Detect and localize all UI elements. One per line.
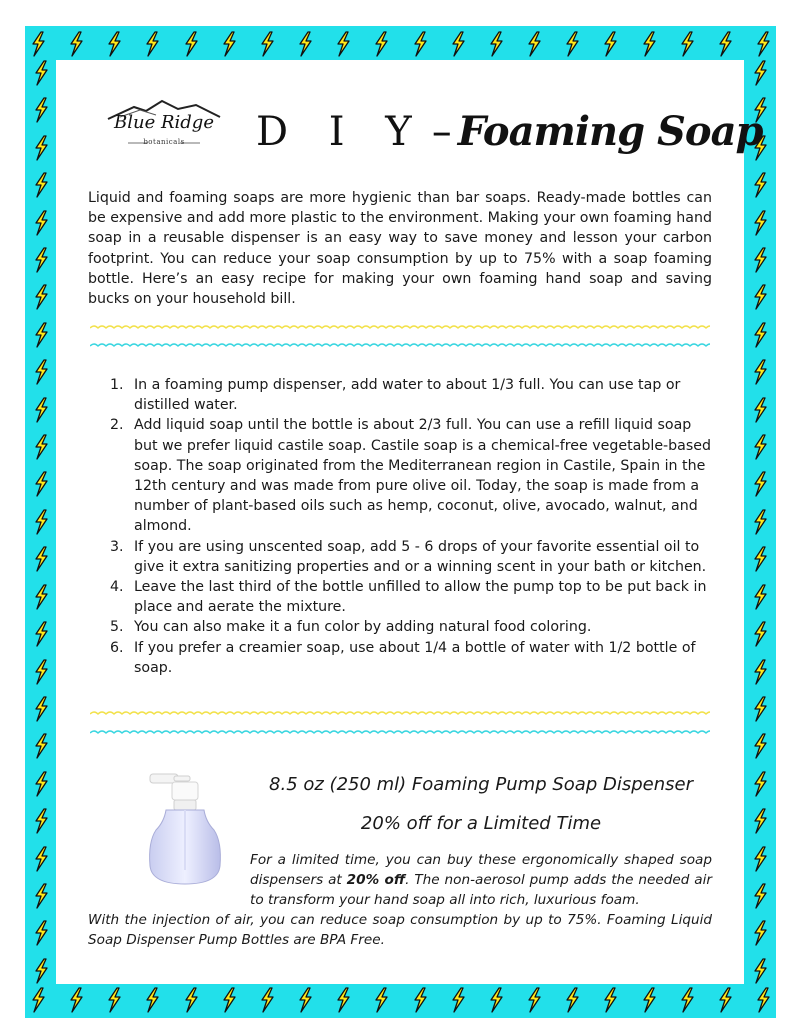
lightning-bolt-icon bbox=[752, 920, 768, 946]
lightning-bolt-icon bbox=[335, 987, 351, 1013]
lightning-bolt-icon bbox=[717, 31, 733, 57]
lightning-bolt-icon bbox=[33, 434, 49, 460]
lightning-bolt-icon bbox=[752, 808, 768, 834]
lightning-bolt-icon bbox=[752, 846, 768, 872]
lightning-bolt-icon bbox=[752, 471, 768, 497]
lightning-bolt-icon bbox=[564, 31, 580, 57]
list-item: 1. In a foaming pump dispenser, add water to about 1/3 full. You can use tap or distilled water. bbox=[110, 377, 681, 414]
lightning-bolt-icon bbox=[412, 987, 428, 1013]
lightning-bolt-icon bbox=[33, 958, 49, 984]
lightning-bolt-icon bbox=[752, 397, 768, 423]
lightning-bolt-icon bbox=[33, 97, 49, 123]
lightning-bolt-icon bbox=[335, 31, 351, 57]
lightning-bolt-icon bbox=[183, 31, 199, 57]
list-item: 3. If you are using unscented soap, add 5 - 6 drops of your favorite essential oil to give it extra sanitizing properties and or a winning scent in your bath or kitchen. bbox=[110, 538, 707, 575]
lightning-bolt-icon bbox=[221, 31, 237, 57]
lightning-bolt-icon bbox=[717, 987, 733, 1013]
lightning-bolt-icon bbox=[752, 771, 768, 797]
lightning-bolt-icon bbox=[68, 31, 84, 57]
lightning-bolt-icon bbox=[373, 31, 389, 57]
lightning-bolt-icon bbox=[33, 808, 49, 834]
lightning-bolt-icon bbox=[33, 546, 49, 572]
lightning-bolt-icon bbox=[752, 696, 768, 722]
lightning-bolt-icon bbox=[488, 31, 504, 57]
lightning-bolt-icon bbox=[144, 987, 160, 1013]
lightning-bolt-icon bbox=[221, 987, 237, 1013]
lightning-bolt-icon bbox=[106, 987, 122, 1013]
lightning-bolt-icon bbox=[450, 987, 466, 1013]
divider-wave-yellow bbox=[90, 324, 710, 332]
border-bottom bbox=[30, 984, 771, 1016]
lightning-bolt-icon bbox=[641, 987, 657, 1013]
lightning-bolt-icon bbox=[33, 359, 49, 385]
page-title bbox=[256, 108, 763, 168]
lightning-bolt-icon bbox=[752, 584, 768, 610]
steps-list bbox=[88, 375, 712, 678]
lightning-bolt-icon bbox=[450, 31, 466, 57]
lightning-bolt-icon bbox=[33, 135, 49, 161]
lightning-bolt-icon bbox=[33, 696, 49, 722]
lightning-bolt-icon bbox=[752, 509, 768, 535]
lightning-bolt-icon bbox=[641, 31, 657, 57]
lightning-bolt-icon bbox=[68, 987, 84, 1013]
lightning-bolt-icon bbox=[33, 846, 49, 872]
lightning-bolt-icon bbox=[33, 284, 49, 310]
lightning-bolt-icon bbox=[33, 60, 49, 86]
list-item: 5. You can also make it a fun color by adding natural food coloring. bbox=[110, 619, 592, 636]
lightning-bolt-icon bbox=[755, 987, 771, 1013]
lightning-bolt-icon bbox=[752, 883, 768, 909]
lightning-bolt-icon bbox=[33, 771, 49, 797]
lightning-bolt-icon bbox=[106, 31, 122, 57]
lightning-bolt-icon bbox=[755, 31, 771, 57]
lightning-bolt-icon bbox=[752, 322, 768, 348]
lightning-bolt-icon bbox=[752, 434, 768, 460]
lightning-bolt-icon bbox=[373, 987, 389, 1013]
foaming-pump-bottle-icon bbox=[134, 770, 238, 888]
lightning-bolt-icon bbox=[33, 733, 49, 759]
border-right bbox=[746, 60, 774, 984]
lightning-bolt-icon bbox=[679, 987, 695, 1013]
lightning-bolt-icon bbox=[30, 31, 46, 57]
lightning-bolt-icon bbox=[526, 31, 542, 57]
lightning-bolt-icon bbox=[752, 659, 768, 685]
product-description: For a limited time, you can buy these ergonomically shaped soap dispensers at 20% off. The non-aerosol pump adds the needed air to transform your hand soap all into rich, luxurious foam. bbox=[250, 852, 712, 908]
lightning-bolt-icon bbox=[526, 987, 542, 1013]
divider-wave-cyan bbox=[90, 729, 710, 737]
lightning-bolt-icon bbox=[752, 247, 768, 273]
lightning-bolt-icon bbox=[752, 546, 768, 572]
lightning-bolt-icon bbox=[602, 31, 618, 57]
lightning-bolt-icon bbox=[752, 284, 768, 310]
lightning-bolt-icon bbox=[33, 172, 49, 198]
lightning-bolt-icon bbox=[752, 359, 768, 385]
lightning-bolt-icon bbox=[33, 920, 49, 946]
lightning-bolt-icon bbox=[33, 397, 49, 423]
lightning-bolt-icon bbox=[297, 31, 313, 57]
lightning-bolt-icon bbox=[33, 883, 49, 909]
logo-name: Blue Ridge bbox=[114, 112, 214, 133]
lightning-bolt-icon bbox=[33, 509, 49, 535]
lightning-bolt-icon bbox=[752, 958, 768, 984]
lightning-bolt-icon bbox=[259, 31, 275, 57]
lightning-bolt-icon bbox=[412, 31, 428, 57]
border-left bbox=[27, 60, 55, 984]
product-description-continued: With the injection of air, you can reduce soap consumption by up to 75%. Foaming Liquid Soap Dispenser Pump Bottles are BPA Free. bbox=[88, 912, 712, 948]
lightning-bolt-icon bbox=[33, 210, 49, 236]
lightning-bolt-icon bbox=[144, 31, 160, 57]
lightning-bolt-icon bbox=[33, 471, 49, 497]
lightning-bolt-icon bbox=[33, 322, 49, 348]
lightning-bolt-icon bbox=[33, 621, 49, 647]
lightning-bolt-icon bbox=[33, 247, 49, 273]
border-top bbox=[30, 28, 771, 60]
product-title: 8.5 oz (250 ml) Foaming Pump Soap Dispenser bbox=[269, 774, 693, 795]
title-foaming-soap: Foaming Soap bbox=[457, 108, 763, 155]
lightning-bolt-icon bbox=[259, 987, 275, 1013]
intro-paragraph: Liquid and foaming soaps are more hygienic than bar soaps. Ready-made bottles can be expensive and add more plastic to the environment. Making your own foaming hand soap in a reusable dispenser is an easy way to save money and lesson your carbon footprint. You can reduce your soap consumption by up to 75% with a soap foaming bottle. Here’s an easy recipe for making your own foaming hand soap and saving bucks on your household bill. bbox=[88, 190, 712, 308]
logo-tagline: botanicals bbox=[143, 138, 185, 146]
divider-wave-yellow bbox=[90, 710, 710, 718]
lightning-bolt-icon bbox=[33, 659, 49, 685]
divider-wave-cyan bbox=[90, 342, 710, 350]
lightning-bolt-icon bbox=[183, 987, 199, 1013]
product-offer: 20% off for a Limited Time bbox=[360, 813, 602, 834]
lightning-bolt-icon bbox=[564, 987, 580, 1013]
list-item: 4. Leave the last third of the bottle unfilled to allow the pump top to be put back in place and aerate the mixture. bbox=[110, 579, 707, 616]
lightning-bolt-icon bbox=[30, 987, 46, 1013]
lightning-bolt-icon bbox=[488, 987, 504, 1013]
lightning-bolt-icon bbox=[752, 621, 768, 647]
title-diy: D I Y bbox=[256, 109, 426, 155]
lightning-bolt-icon bbox=[752, 733, 768, 759]
lightning-bolt-icon bbox=[679, 31, 695, 57]
lightning-bolt-icon bbox=[752, 60, 768, 86]
lightning-bolt-icon bbox=[297, 987, 313, 1013]
list-item: 2. Add liquid soap until the bottle is about 2/3 full. You can use a refill liquid soap but we prefer liquid castile soap. Castile soap is a chemical-free vegetable-based soap. The soap originated from the Mediterranean region in Castile, Spain in the 12th century and was made from pure olive oil. Today, the soap is made from a number of plant-based oils such as hemp, coconut, olive, avocado, walnut, and almond. bbox=[110, 417, 711, 535]
lightning-bolt-icon bbox=[752, 172, 768, 198]
list-item: 6. If you prefer a creamier soap, use about 1/4 a bottle of water with 1/2 bottle of soap. bbox=[110, 639, 696, 676]
lightning-bolt-icon bbox=[752, 210, 768, 236]
lightning-bolt-icon bbox=[602, 987, 618, 1013]
discount-highlight: 20% off bbox=[346, 872, 406, 888]
title-dash: – bbox=[431, 109, 452, 155]
lightning-bolt-icon bbox=[33, 584, 49, 610]
